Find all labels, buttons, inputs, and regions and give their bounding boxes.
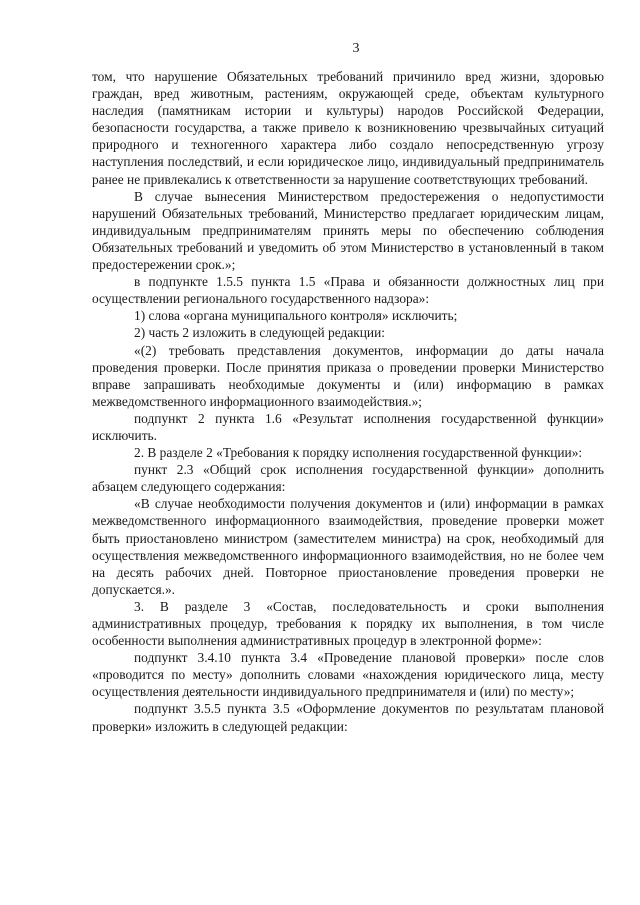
page-number: 3	[352, 41, 360, 56]
paragraph: В случае вынесения Министерством предостережения о недопустимости нарушений Обязательных требований, Министерство предлагает юридическим лицам, индивидуальным предпринимателям принять меры по обеспечению соблюдения Обязательных требований и уведомить об этом Министерство в установленный в таком предостережении срок.»;	[92, 188, 604, 273]
paragraph: подпункт 2 пункта 1.6 «Результат исполнения государственной функции» исключить.	[92, 410, 604, 443]
paragraph: «В случае необходимости получения документов и (или) информации в рамках межведомственного информационного взаимодействия, проведение проверки может быть приостановлено министром (заместителем министра) на срок, необходимый для осуществления межведомственного информационного взаимодействия, но не более чем на десять рабочих дней. Повторное приостановление проведения проверки не допускается.».	[92, 496, 604, 597]
paragraph: 3. В разделе 3 «Состав, последовательность и сроки выполнения административных процедур, требования к порядку их выполнения, в том числе особенности выполнения административных процедур в электронной форме»:	[92, 598, 604, 649]
paragraph: 1) слова «органа муниципального контроля» исключить;	[134, 308, 458, 324]
paragraph: том, что нарушение Обязательных требований причинило вред жизни, здоровью граждан, вред животным, растениям, окружающей среде, объектам культурного наследия (памятникам истории и культуры) народов Российской Федерации, безопасности государства, а также привело к возникновению чрезвычайных ситуаций природного и техногенного характера либо создало непосредственную угрозу наступления последствий, и если юридическое лицо, индивидуальный предприниматель ранее не привлекались к ответственности за нарушение соответствующих требований.	[92, 69, 604, 187]
document-body	[92, 68, 604, 735]
paragraph: 2. В разделе 2 «Требования к порядку исполнения государственной функции»:	[134, 445, 583, 461]
paragraph: подпункт 3.5.5 пункта 3.5 «Оформление документов по результатам плановой проверки» изложить в следующей редакции:	[92, 701, 604, 734]
paragraph: 2) часть 2 изложить в следующей редакции:	[134, 325, 385, 341]
paragraph: в подпункте 1.5.5 пункта 1.5 «Права и обязанности должностных лиц при осуществлении регионального государственного надзора»:	[92, 274, 604, 307]
paragraph: пункт 2.3 «Общий срок исполнения государственной функции» дополнить абзацем следующего содержания:	[92, 462, 604, 495]
paragraph: «(2) требовать представления документов, информации до даты начала проведения проверки. После принятия приказа о проведении проверки Министерство вправе запрашивать необходимые документы и (или) информацию в рамках межведомственного информационного взаимодействия.»;	[92, 342, 604, 409]
paragraph: подпункт 3.4.10 пункта 3.4 «Проведение плановой проверки» после слов «проводится по месту» дополнить словами «нахождения юридического лица, месту осуществления деятельности индивидуального предпринимателя и (или) по месту»;	[92, 650, 604, 700]
